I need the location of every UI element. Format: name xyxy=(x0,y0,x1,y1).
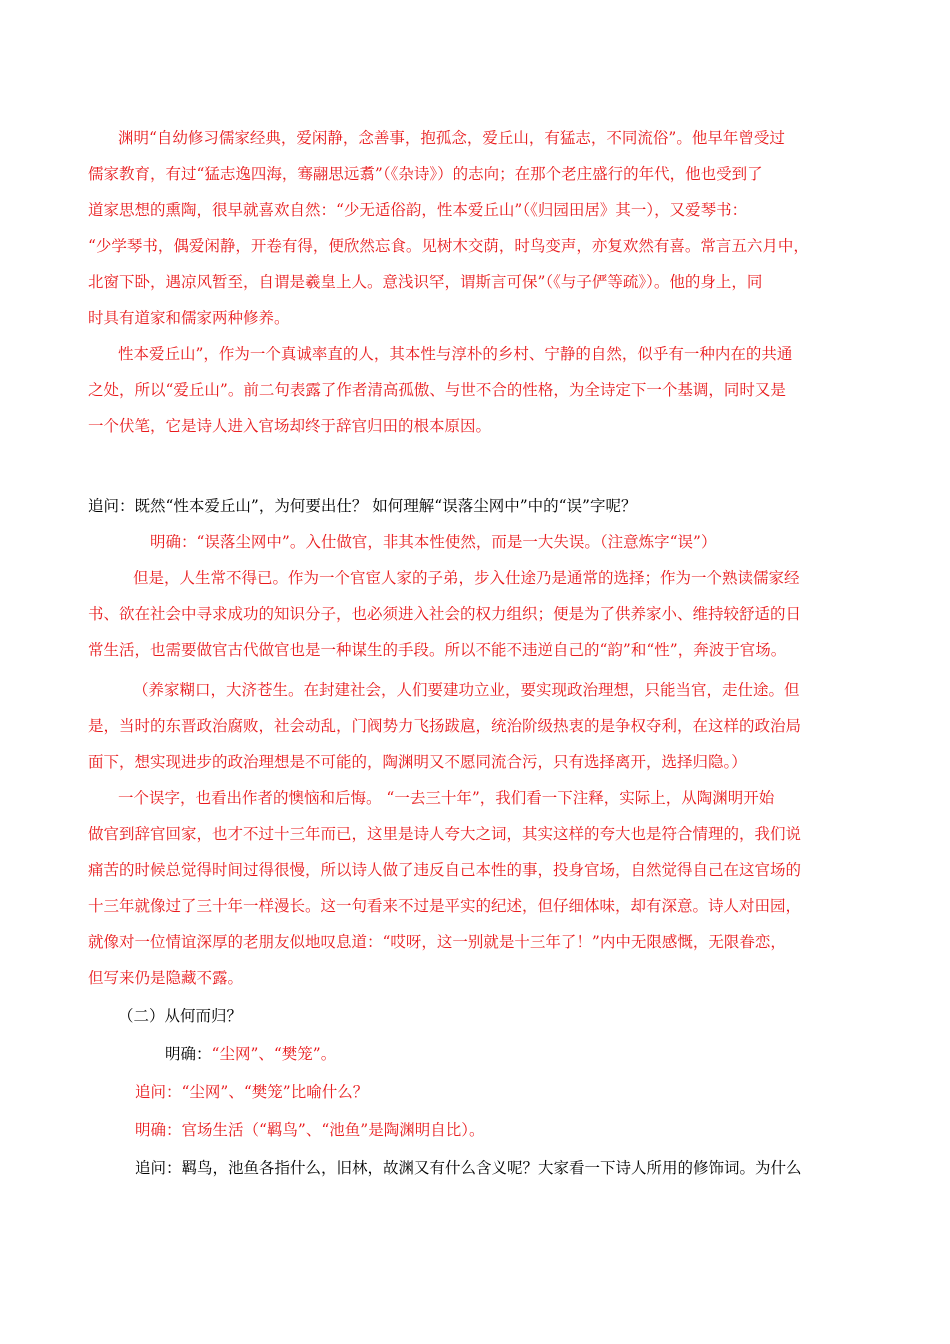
paragraph-1-line-2: 儒家教育，有过“猛志逸四海，骞翮思远翥”（《杂诗》）的志向；在那个老庄盛行的年代，他也受到了 xyxy=(88,165,763,183)
paragraph-3-line-2: 书、欲在社会中寻求成功的知识分子，也必须进入社会的权力组织；便是为了供养家小、维持较舒适的日 xyxy=(88,605,802,623)
paragraph-1-line-3: 道家思想的熏陶，很早就喜欢自然：“少无适俗韵，性本爱丘山”（《归园田居》其一），又爱琴书： xyxy=(88,201,748,219)
paragraph-4-line-2: 是，当时的东晋政治腐败，社会动乱，门阀势力飞扬跋扈，统治阶级热衷的是争权夺利，在这样的政治局 xyxy=(88,717,802,735)
answer-1: 明确：“误落尘网中”。入仕做官，非其本性使然，而是一大失误。（注意炼字“误”） xyxy=(150,533,717,551)
paragraph-3-line-1: 但是，人生常不得已。作为一个官宦人家的子弟，步入仕途乃是通常的选择；作为一个熟读儒家经 xyxy=(133,569,800,587)
paragraph-3-line-3: 常生活，也需要做官古代做官也是一种谋生的手段。所以不能不违逆自己的“韵”和“性”，奔波于官场。 xyxy=(88,641,787,659)
question-1: 追问：既然“性本爱丘山”，为何要出仕？ 如何理解“误落尘网中”中的“误”字呢？ xyxy=(88,497,637,515)
paragraph-4-line-1: （养家糊口，大济苍生。在封建社会，人们要建功立业，要实现政治理想，只能当官，走仕途。但 xyxy=(133,681,800,699)
paragraph-5-line-5: 就像对一位情谊深厚的老朋友似地叹息道：“哎呀，这一别就是十三年了！”内中无限感慨，无限眷恋， xyxy=(88,933,786,951)
paragraph-5-line-1: 一个误字，也看出作者的懊恼和后悔。 “一去三十年”，我们看一下注释，实际上，从陶渊明开始 xyxy=(118,789,775,807)
section-2-answer-1 xyxy=(165,1044,336,1064)
paragraph-1-line-5: 北窗下卧，遇凉风暂至，自谓是羲皇上人。意浅识罕，谓斯言可保”（《与子俨等疏》）。他的身上，同 xyxy=(88,273,763,291)
paragraph-1-line-4: “少学琴书，偶爱闲静，开卷有得，便欣然忘食。见树木交荫，时鸟变声，亦复欢然有喜。常言五六月中， xyxy=(88,237,809,255)
paragraph-5-line-4: 十三年就像过了三十年一样漫长。这一句看来不过是平实的纪述，但仔细体味，却有深意。诗人对田园， xyxy=(88,897,802,915)
paragraph-5-line-6: 但写来仍是隐藏不露。 xyxy=(88,969,244,987)
section-2-question-3: 追问：羁鸟，池鱼各指什么，旧林，故渊又有什么含义呢？大家看一下诗人所用的修饰词。为什么 xyxy=(135,1159,802,1177)
paragraph-2-line-2: 之处，所以“爱丘山”。前二句表露了作者清高孤傲、与世不合的性格，为全诗定下一个基调，同时又是 xyxy=(88,381,786,399)
paragraph-2-line-1: 性本爱丘山”，作为一个真诚率直的人，其本性与淳朴的乡村、宁静的自然，似乎有一种内在的共通 xyxy=(118,345,793,363)
section-2-question-2: 追问：“尘网”、“樊笼”比喻什么？ xyxy=(135,1083,369,1101)
paragraph-1-line-6: 时具有道家和儒家两种修养。 xyxy=(88,309,290,327)
paragraph-5-line-2: 做官到辞官回家，也才不过十三年而已，这里是诗人夸大之词，其实这样的夸大也是符合情理的，我们说 xyxy=(88,825,802,843)
answer-text: “尘网”、“樊笼”。 xyxy=(211,1045,337,1063)
paragraph-5-line-3: 痛苦的时候总觉得时间过得很慢，所以诗人做了违反自己本性的事，投身官场，自然觉得自己在这官场的 xyxy=(88,861,802,879)
section-2-heading: （二）从何而归？ xyxy=(118,1007,243,1025)
paragraph-1-line-1: 渊明“自幼修习儒家经典，爱闲静，念善事，抱孤念，爱丘山，有猛志，不同流俗”。他早年曾受过 xyxy=(118,129,785,147)
answer-label: 明确： xyxy=(165,1045,212,1063)
paragraph-2-line-3: 一个伏笔，它是诗人进入官场却终于辞官归田的根本原因。 xyxy=(88,417,492,435)
paragraph-4-line-3: 面下，想实现进步的政治理想是不可能的，陶渊明又不愿同流合污，只有选择离开，选择归隐。） xyxy=(88,753,747,771)
section-2-answer-2: 明确：官场生活（“羁鸟”、“池鱼”是陶渊明自比）。 xyxy=(135,1121,485,1139)
